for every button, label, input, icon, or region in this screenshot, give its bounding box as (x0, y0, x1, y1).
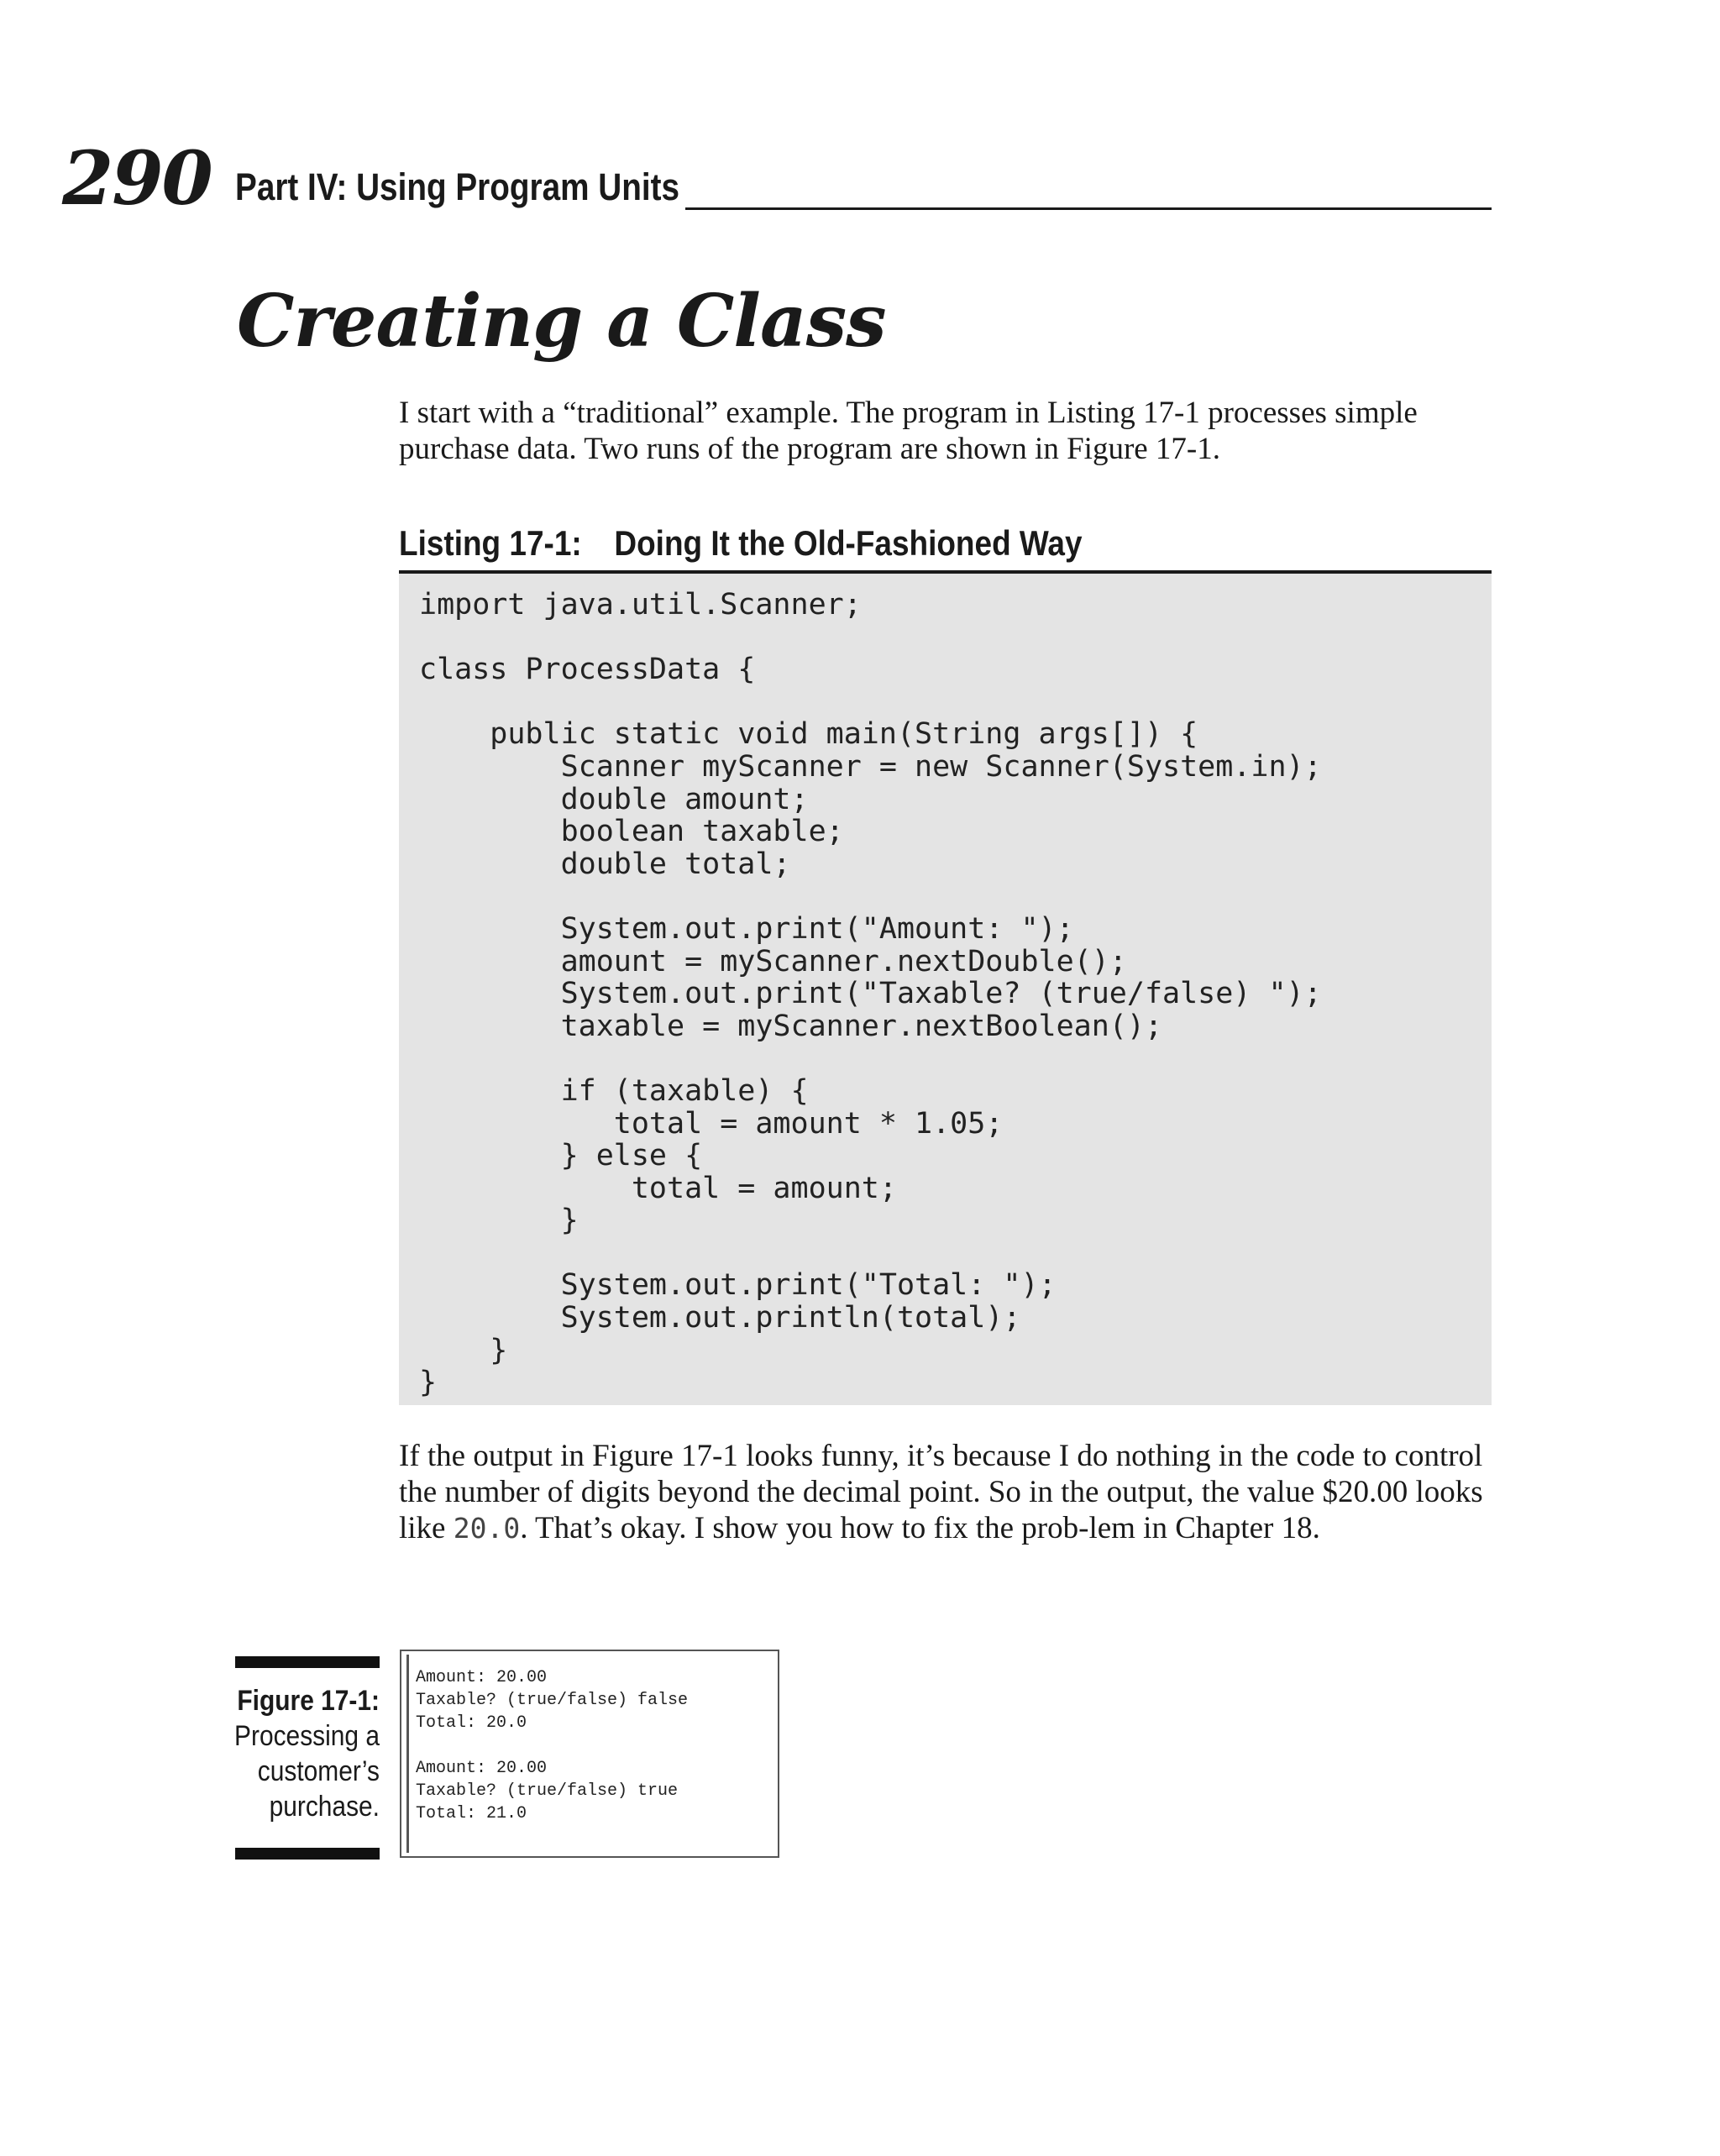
listing-label: Listing 17-1: (399, 523, 582, 563)
figure-bar-bottom (235, 1848, 380, 1860)
figure-caption (223, 1683, 380, 1824)
console-screenshot (400, 1650, 779, 1858)
code-listing (399, 574, 1492, 1405)
listing-caption (399, 523, 1083, 563)
intro-paragraph: I start with a “traditional” example. The program in Listing 17-1 processes simple purchase data. Two runs of the program are shown in Figure 17-1. (399, 396, 1418, 466)
figure-label: Figure 17-1: (237, 1685, 380, 1717)
console-frame (406, 1655, 774, 1853)
body-paragraph (399, 1438, 1491, 1546)
listing-title: Doing It the Old-Fashioned Way (614, 523, 1083, 563)
console-output: Amount: 20.00 Taxable? (true/false) false Total: 20.0 Amount: 20.00 Taxable? (true/false) true Total: 21.0 (416, 1668, 689, 1823)
figure-bar-top (235, 1656, 380, 1668)
code-text: import java.util.Scanner; class ProcessData { public static void main(String args[]) { Scanner myScanner = new Scanner(System.in); double amount; boolean taxable; double total; System.out.print("Amount: "); amount = myScanner.nextDouble(); System.out.print("Taxable? (true/false) "); taxable = myScanner.nextBoolean(); if (taxable) { total = amount * 1.05; } else { total = amount; } System.out.print("Total: "); System.out.println(total); } } (419, 588, 1322, 1400)
running-header: Part IV: Using Program Units (235, 165, 680, 208)
page-number: 290 (62, 134, 212, 222)
section-heading: Creating a Class (237, 279, 886, 364)
inline-code: 20.0 (453, 1512, 521, 1545)
header-rule (685, 207, 1492, 210)
body-text-after: . That’s okay. I show you how to fix the prob-lem in Chapter 18. (520, 1511, 1320, 1545)
figure-caption-text: Processing a customer’s purchase. (234, 1720, 380, 1823)
body-text-before: If the output in Figure 17-1 looks funny, it’s because I do nothing in the code to control the number of digits beyond the decimal point. So in the output, the value $20.00 looks like (399, 1439, 1483, 1545)
